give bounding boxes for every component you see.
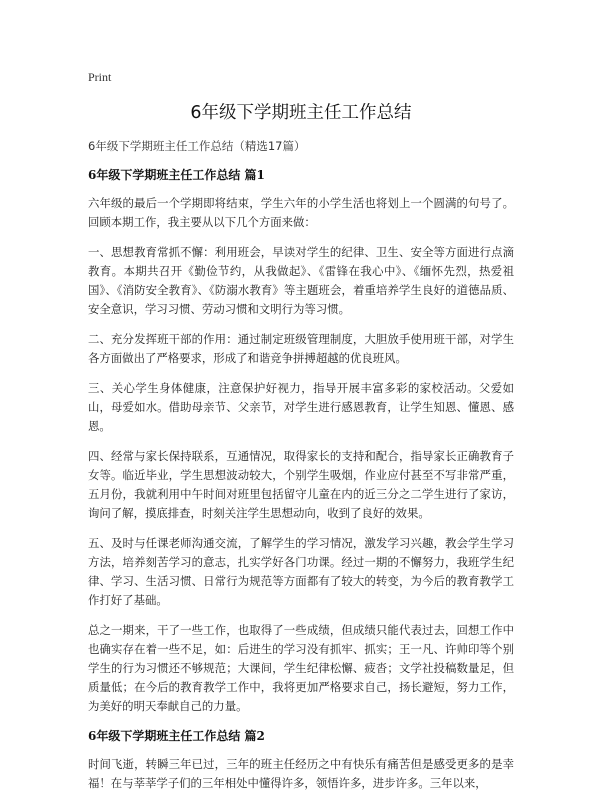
section-heading: 6年级下学期班主任工作总结 篇1 xyxy=(88,168,265,182)
page-title: 6年级下学期班主任工作总结 xyxy=(190,103,412,123)
paragraph: 一、思想教育常抓不懈：利用班会，早读对学生的纪律、卫生、安全等方面进行点滴教育。本期共召开《勤俭节约，从我做起》、《雷锋在我心中》、《缅怀先烈，热爱祖国》、《消防安全教育》、《防溺水教育》等主题班会，着重培养学生良好的道德品质、安全意识，学习习惯、劳动习惯和文明行为等习惯。 xyxy=(88,245,514,316)
paragraph: 三、关心学生身体健康，注意保护好视力，指导开展丰富多彩的家校活动。父爱如山，母爱如水。借助母亲节、父亲节，对学生进行感恩教育，让学生知恩、懂恩、感恩。 xyxy=(88,381,514,433)
paragraph: 总之一期来，干了一些工作，也取得了一些成绩，但成绩只能代表过去，回想工作中也确实存在着一些不足，如：后进生的学习没有抓牢、抓实；王一凡、许帅印等个别学生的行为习惯还不够规范；大课间，学生纪律松懈、疲沓；文学社投稿数量足，但质量低；在今后的教育教学工作中，我将更加严格要求自己，扬长避短，努力工作，为美好的明天奉献自己的力量。 xyxy=(88,623,514,713)
document-subtitle: 6年级下学期班主任工作总结（精选17篇） xyxy=(88,139,306,153)
paragraph: 时间飞逝，转瞬三年已过，三年的班主任经历之中有快乐有痛苦但是感受更多的是幸福！在与莘莘学子们的三年相处中懂得许多，领悟许多，进步许多。三年以来， xyxy=(88,757,514,790)
paragraph: 六年级的最后一个学期即将结束，学生六年的小学生活也将划上一个圆满的句号了。回顾本期工作，我主要从以下几个方面来做： xyxy=(88,196,514,229)
paragraph: 二、充分发挥班干部的作用：通过制定班级管理制度，大胆放手使用班干部，对学生各方面做出了严格要求，形成了和谐竞争拼搏超越的优良班风。 xyxy=(88,332,514,365)
paragraph: 四、经常与家长保持联系，互通情况，取得家长的支持和配合，指导家长正确教育子女等。临近毕业，学生思想波动较大，个别学生吸烟，作业应付甚至不写非常严重，五月份，我就利用中午时间对班里包括留守儿童在内的近三分之二学生进行了家访，询问了解，摸底排查，时刻关注学生思想动向，收到了良好的效果。 xyxy=(88,449,514,520)
section-1 xyxy=(88,166,514,716)
print-link[interactable]: Print xyxy=(88,70,112,84)
document-page xyxy=(88,70,514,804)
paragraph: 五、及时与任课老师沟通交流，了解学生的学习情况，激发学习兴趣，教会学生学习方法，培养刻苦学习的意志，扎实学好各门功课。经过一期的不懈努力，我班学生纪律、学习、生活习惯、日常行为规范等方面都有了较大的转变，为今后的教育教学工作打好了基础。 xyxy=(88,536,514,607)
section-heading: 6年级下学期班主任工作总结 篇2 xyxy=(88,729,265,743)
section-2 xyxy=(88,727,514,793)
